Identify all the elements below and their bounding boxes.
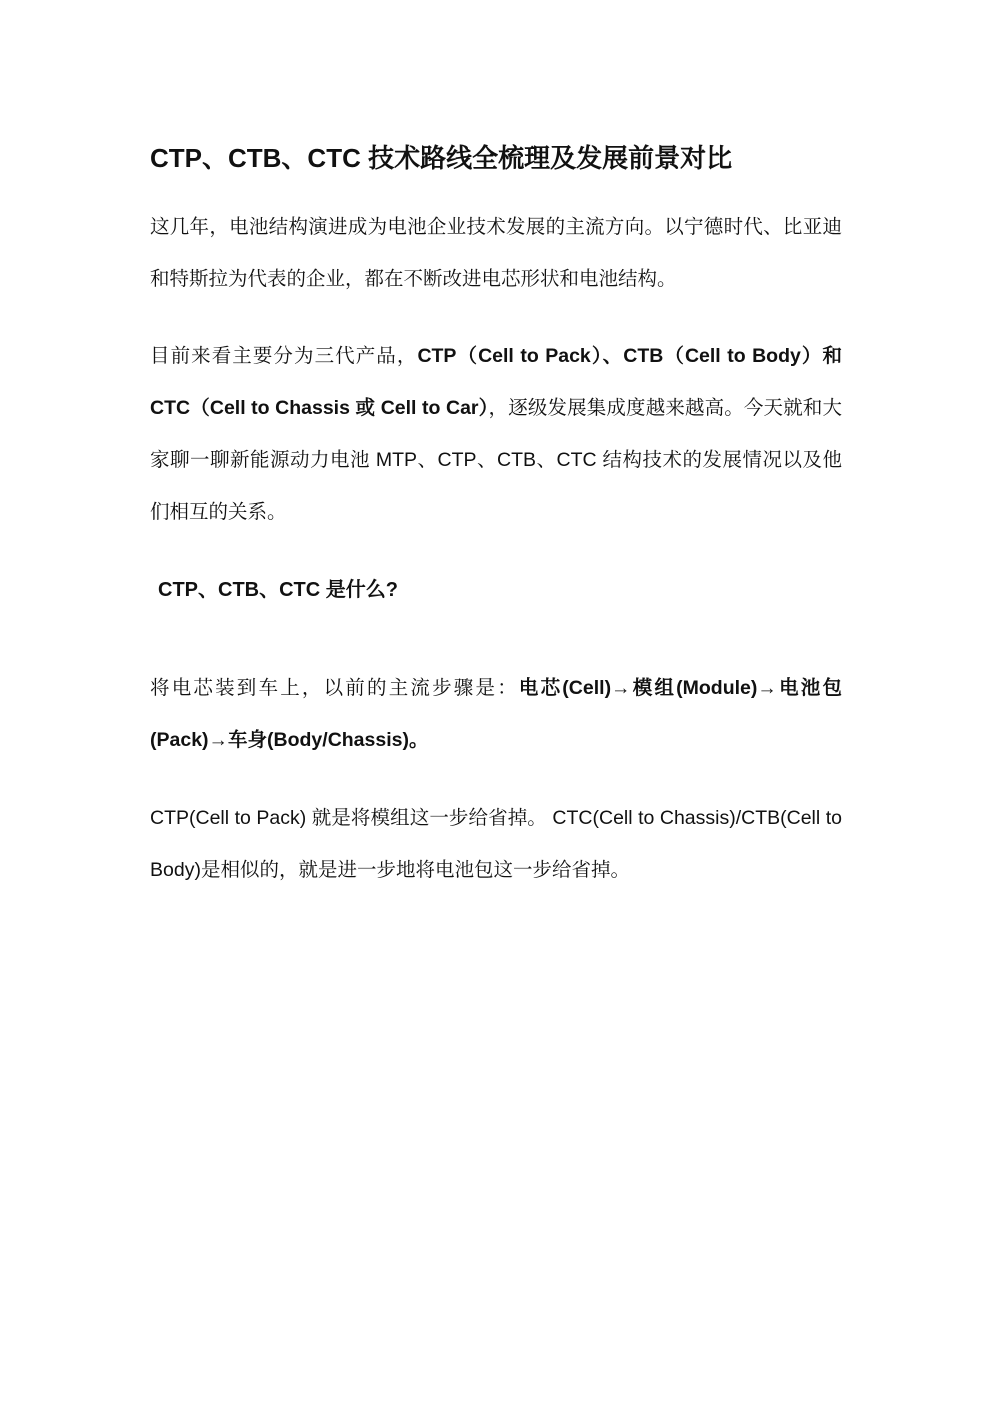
steps-bold-text: 电芯(Cell)→模组(Module)→电池包(Pack)→车身(Body/Chassis)。 — [150, 677, 842, 751]
intro-paragraph: 这几年，电池结构演进成为电池企业技术发展的主流方向。以宁德时代、比亚迪和特斯拉为代表的企业，都在不断改进电芯形状和电池结构。 — [150, 216, 842, 290]
steps-lead-text: 将电芯装到车上，以前的主流步骤是： — [150, 677, 519, 699]
generations-tail-text: ，逐级发展集成度越来越高。今天就和大家聊一聊新能源动力电池 MTP、CTP、CTB、CTC 结构技术的发展情况以及他们相互的关系。 — [150, 397, 842, 523]
steps-paragraph — [150, 662, 842, 766]
generations-paragraph — [150, 330, 842, 538]
definition-paragraph: CTP(Cell to Pack) 就是将模组这一步给省掉。 CTC(Cell to Chassis)/CTB(Cell to Body)是相似的，就是进一步地将电池包这一步给省掉。 — [150, 807, 842, 881]
section-subheading: CTP、CTB、CTC 是什么? — [158, 579, 398, 601]
generations-bold-text: CTP（Cell to Pack）、CTB（Cell to Body）和 CTC（Cell to Chassis 或 Cell to Car） — [150, 345, 842, 419]
generations-lead-text: 目前来看主要分为三代产品， — [150, 345, 418, 367]
article-title: CTP、CTB、CTC 技术路线全梳理及发展前景对比 — [150, 143, 733, 173]
